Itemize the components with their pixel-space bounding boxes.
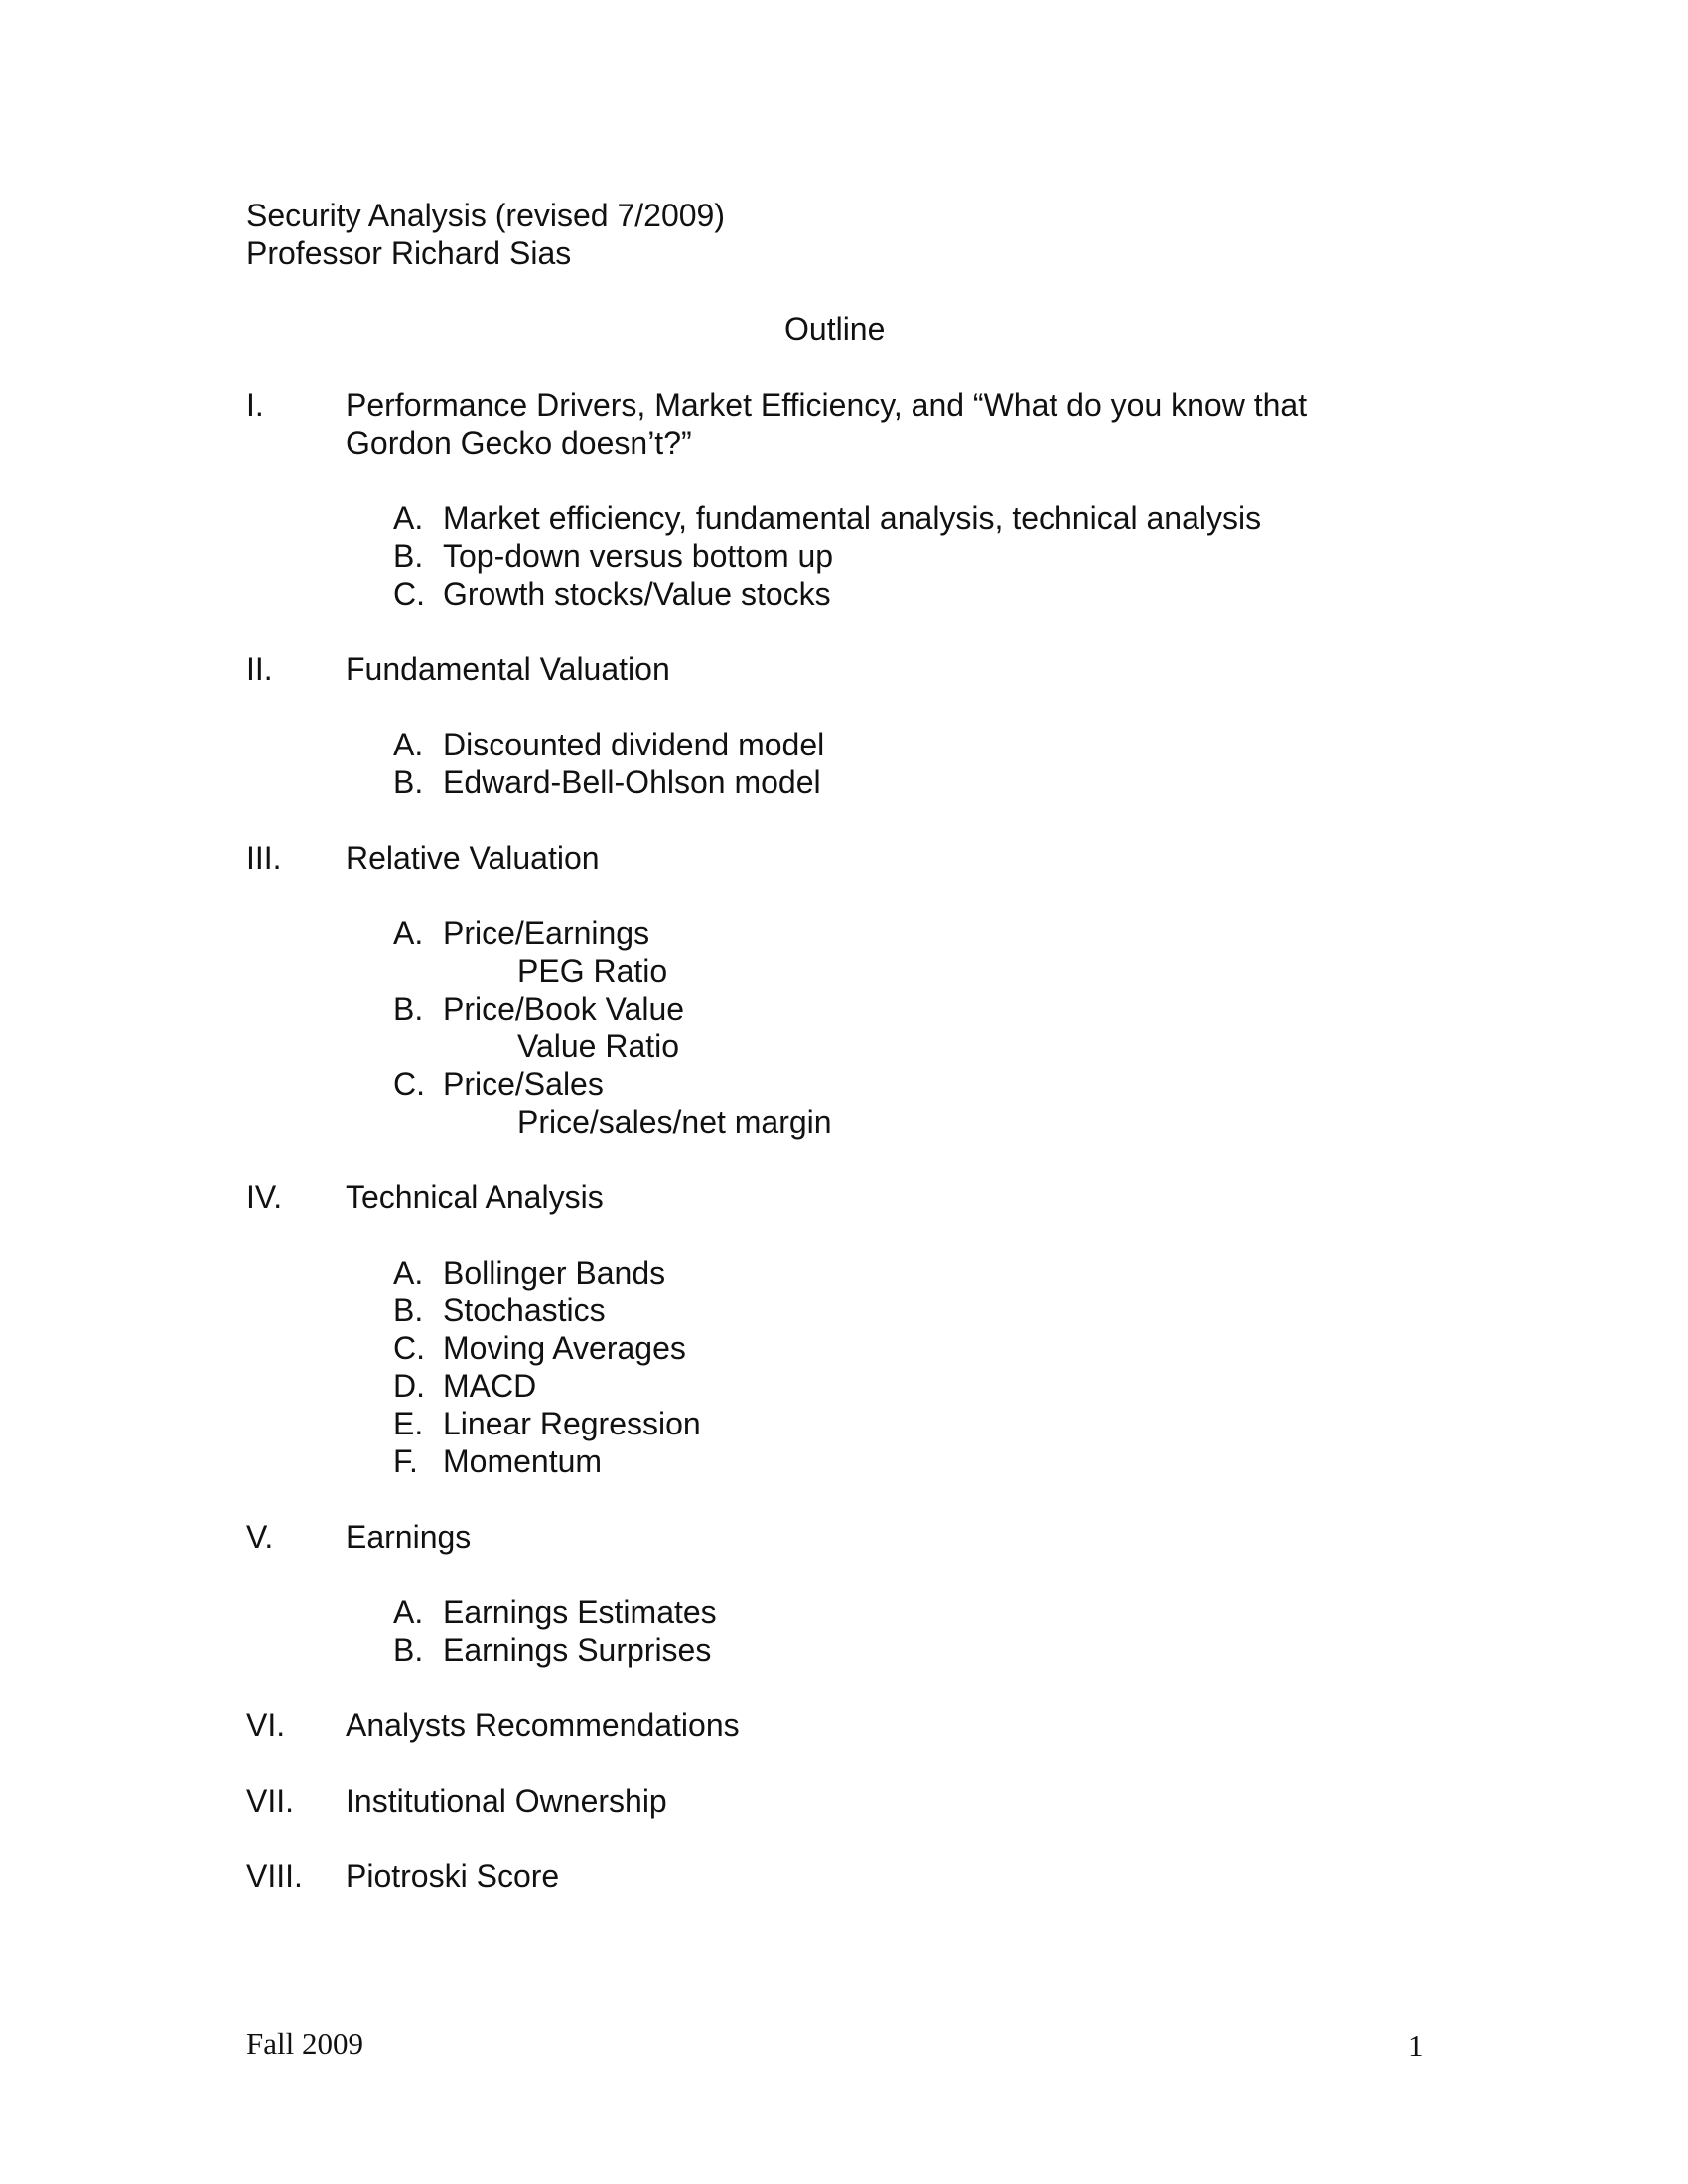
item-letter: A. — [393, 727, 424, 762]
section-title: Earnings — [346, 1519, 472, 1555]
item-letter: B. — [393, 764, 424, 800]
item-text: Market efficiency, fundamental analysis, technical analysis — [443, 500, 1262, 536]
item-letter: C. — [393, 576, 425, 612]
item-text: Discounted dividend model — [443, 727, 825, 762]
sub-item-text: PEG Ratio — [517, 953, 668, 989]
item-letter: B. — [393, 991, 424, 1026]
course-title: Security Analysis (revised 7/2009) — [246, 198, 725, 233]
footer-term: Fall 2009 — [246, 2026, 363, 2061]
item-text: Price/Earnings — [443, 915, 650, 951]
section-numeral: I. — [246, 387, 264, 423]
item-letter: C. — [393, 1066, 425, 1102]
section-numeral: V. — [246, 1519, 274, 1555]
item-text: MACD — [443, 1368, 537, 1404]
item-text: Edward-Bell-Ohlson model — [443, 764, 821, 800]
section-title: Piotroski Score — [346, 1858, 560, 1894]
item-letter: F. — [393, 1443, 418, 1479]
page-number: 1 — [1408, 2028, 1424, 2063]
section-numeral: II. — [246, 651, 273, 687]
sub-item-text: Value Ratio — [517, 1028, 680, 1064]
item-letter: C. — [393, 1330, 425, 1366]
item-letter: B. — [393, 1293, 424, 1328]
item-letter: A. — [393, 1594, 424, 1630]
item-text: Price/Sales — [443, 1066, 604, 1102]
item-text: Growth stocks/Value stocks — [443, 576, 831, 612]
item-letter: B. — [393, 538, 424, 574]
section-title: Fundamental Valuation — [346, 651, 670, 687]
item-letter: A. — [393, 500, 424, 536]
section-title: Analysts Recommendations — [346, 1707, 740, 1743]
item-text: Stochastics — [443, 1293, 606, 1328]
item-text: Earnings Surprises — [443, 1632, 712, 1668]
outline-heading: Outline — [784, 311, 886, 346]
section-numeral: IV. — [246, 1179, 283, 1215]
item-letter: B. — [393, 1632, 424, 1668]
item-letter: A. — [393, 915, 424, 951]
item-letter: E. — [393, 1406, 424, 1441]
section-title-continued: Gordon Gecko doesn’t?” — [346, 425, 692, 461]
sub-item-text: Price/sales/net margin — [517, 1104, 832, 1140]
section-numeral: VIII. — [246, 1858, 303, 1894]
item-text: Moving Averages — [443, 1330, 686, 1366]
section-title: Performance Drivers, Market Efficiency, and “What do you know that — [346, 387, 1308, 423]
item-text: Top-down versus bottom up — [443, 538, 834, 574]
item-text: Linear Regression — [443, 1406, 701, 1441]
section-title: Technical Analysis — [346, 1179, 604, 1215]
item-text: Momentum — [443, 1443, 603, 1479]
item-letter: D. — [393, 1368, 425, 1404]
item-text: Bollinger Bands — [443, 1255, 666, 1291]
section-numeral: III. — [246, 840, 282, 876]
section-numeral: VI. — [246, 1707, 286, 1743]
section-title: Relative Valuation — [346, 840, 600, 876]
section-numeral: VII. — [246, 1783, 295, 1819]
section-title: Institutional Ownership — [346, 1783, 667, 1819]
item-letter: A. — [393, 1255, 424, 1291]
professor-name: Professor Richard Sias — [246, 235, 572, 271]
item-text: Earnings Estimates — [443, 1594, 717, 1630]
item-text: Price/Book Value — [443, 991, 685, 1026]
